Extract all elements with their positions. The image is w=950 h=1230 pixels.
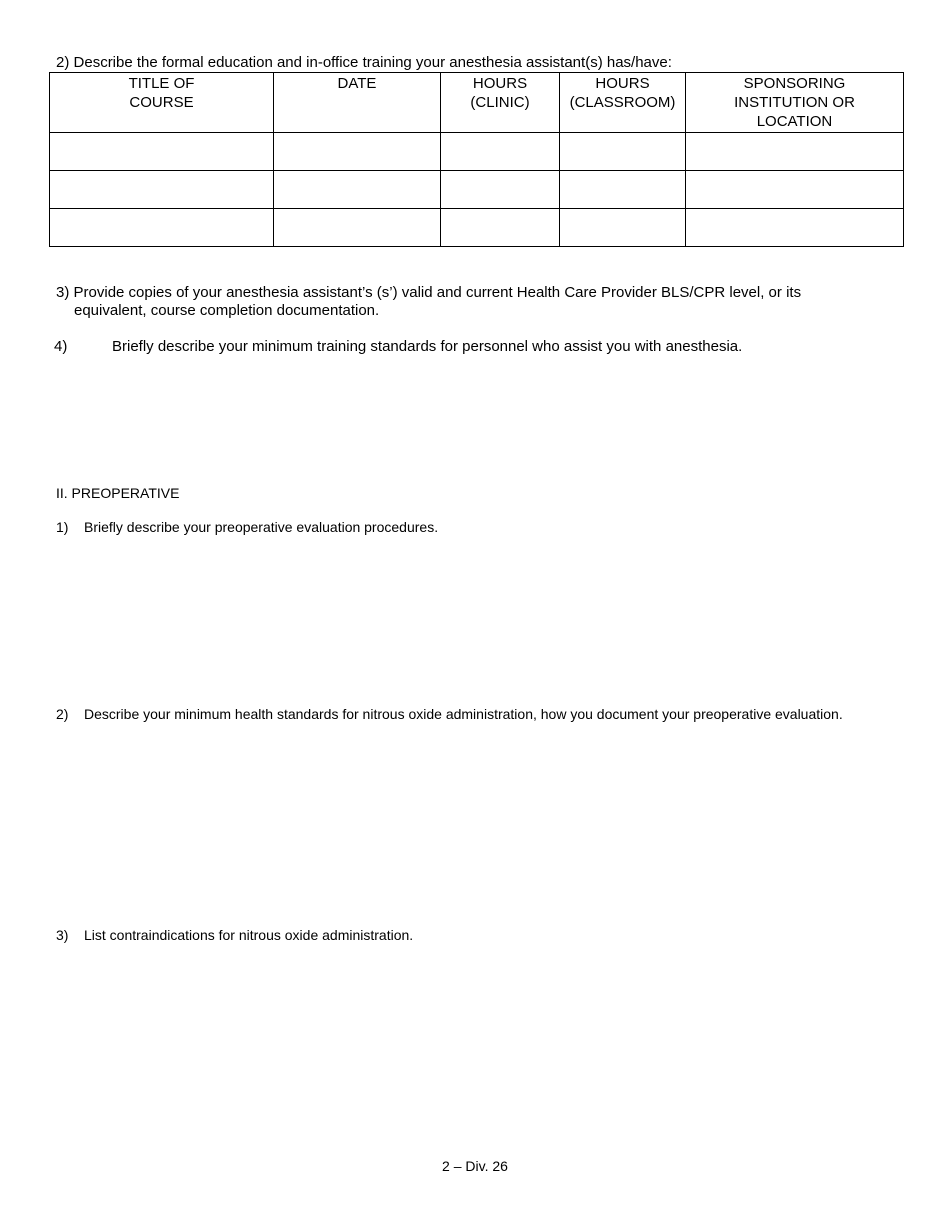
- table-row: [50, 171, 904, 209]
- header-sponsoring-institution: SPONSORING INSTITUTION OR LOCATION: [686, 73, 904, 133]
- table-cell-date[interactable]: [274, 171, 441, 209]
- header-hours-clinic: HOURS (CLINIC): [441, 73, 560, 133]
- table-cell-course[interactable]: [50, 171, 274, 209]
- question-2-training: [56, 53, 672, 72]
- header-hours-classroom: HOURS (CLASSROOM): [560, 73, 686, 133]
- question-3-bls-cpr: [56, 283, 801, 302]
- table-cell-hours-classroom[interactable]: [560, 209, 686, 247]
- table-cell-institution[interactable]: [686, 209, 904, 247]
- preop-question-1-text: Briefly describe your preoperative evaluation procedures.: [84, 519, 439, 535]
- table-cell-hours-clinic[interactable]: [441, 171, 560, 209]
- table-cell-institution[interactable]: [686, 171, 904, 209]
- table-cell-hours-clinic[interactable]: [441, 133, 560, 171]
- table-cell-date[interactable]: [274, 133, 441, 171]
- preop-question-3-text: List contraindications for nitrous oxide administration.: [84, 927, 414, 943]
- preop-question-1-number: 1): [56, 519, 69, 535]
- table-row: [50, 133, 904, 171]
- preop-question-2-text: Describe your minimum health standards for nitrous oxide administration, how you document your preoperative evaluation.: [84, 706, 843, 722]
- table-cell-hours-classroom[interactable]: [560, 133, 686, 171]
- page-footer: 2 – Div. 26: [442, 1158, 508, 1174]
- table-row: [50, 209, 904, 247]
- table-cell-institution[interactable]: [686, 133, 904, 171]
- header-date: DATE: [274, 73, 441, 133]
- preop-question-3-number: 3): [56, 927, 69, 943]
- table-cell-hours-classroom[interactable]: [560, 171, 686, 209]
- table-cell-hours-clinic[interactable]: [441, 209, 560, 247]
- question-4-text: Briefly describe your minimum training standards for personnel who assist you with anesthesia.: [112, 338, 743, 355]
- question-number: 2): [56, 54, 70, 71]
- section-heading-preoperative: II. PREOPERATIVE: [56, 485, 180, 501]
- question-4-number: 4): [54, 338, 68, 355]
- question-text-line-1: Provide copies of your anesthesia assistant’s (s’) valid and current Health Care Provider BLS/CPR level, or its: [73, 284, 802, 301]
- table-cell-course[interactable]: [50, 133, 274, 171]
- header-title-of-course: TITLE OF COURSE: [50, 73, 274, 133]
- table-header-row: [50, 73, 904, 133]
- table-cell-course[interactable]: [50, 209, 274, 247]
- preop-question-2-number: 2): [56, 706, 69, 722]
- training-table: [49, 72, 904, 247]
- question-3-continuation: equivalent, course completion documentation.: [74, 302, 380, 319]
- table-cell-date[interactable]: [274, 209, 441, 247]
- question-number: 3): [56, 284, 70, 301]
- question-text: Describe the formal education and in-office training your anesthesia assistant(s) has/have:: [73, 54, 672, 71]
